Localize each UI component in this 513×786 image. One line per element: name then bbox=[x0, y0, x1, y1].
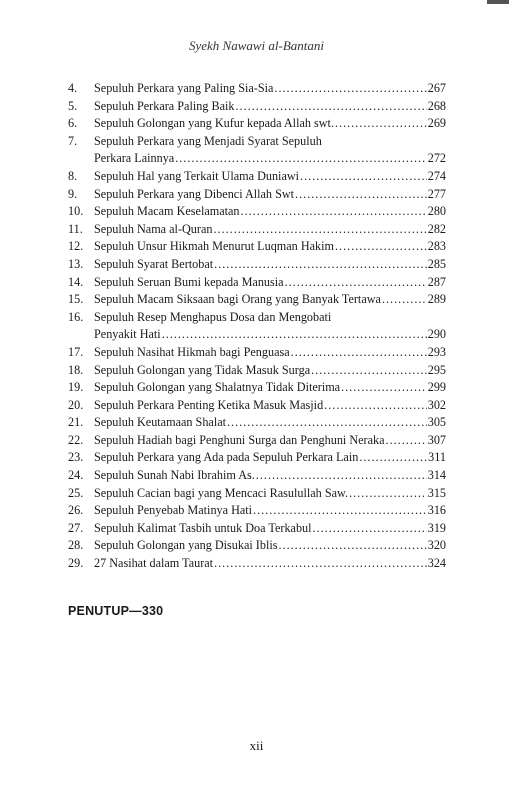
toc-entry-body bbox=[94, 467, 446, 485]
toc-entry-body bbox=[94, 203, 446, 221]
toc-entry[interactable] bbox=[68, 555, 446, 573]
toc-entry[interactable] bbox=[68, 344, 446, 362]
toc-entry-page: 285 bbox=[427, 256, 446, 271]
toc-entry-title: Sepuluh Keutamaan Shalat bbox=[94, 415, 226, 430]
toc-entry-number: 16. bbox=[68, 309, 84, 324]
corner-crop-mark bbox=[487, 0, 509, 4]
toc-entry-line bbox=[94, 150, 446, 168]
toc-entry-line bbox=[94, 555, 446, 573]
toc-entry[interactable] bbox=[68, 256, 446, 274]
toc-entry[interactable] bbox=[68, 502, 446, 520]
toc-entry-title-first-line: Sepuluh Perkara yang Menjadi Syarat Sepuluh bbox=[94, 133, 322, 148]
toc-entry-number: 8. bbox=[68, 168, 78, 183]
toc-entry[interactable] bbox=[68, 397, 446, 415]
toc-entry-body bbox=[94, 414, 446, 432]
toc-dot-leader bbox=[382, 291, 427, 309]
toc-entry-page: 293 bbox=[427, 344, 446, 359]
toc-entry-page: 277 bbox=[427, 186, 446, 201]
toc-entry-line bbox=[94, 326, 446, 344]
toc-dot-leader bbox=[341, 379, 427, 397]
toc-dot-leader bbox=[300, 168, 427, 186]
toc-entry[interactable] bbox=[68, 520, 446, 538]
toc-entry-line bbox=[94, 168, 446, 186]
toc-entry-number: 29. bbox=[68, 556, 84, 571]
toc-entry[interactable] bbox=[68, 221, 446, 239]
toc-entry-title: Sepuluh Perkara yang Dibenci Allah Swt bbox=[94, 186, 295, 201]
toc-entry[interactable] bbox=[68, 414, 446, 432]
toc-entry-page: 319 bbox=[427, 520, 446, 535]
toc-entry-title: 27 Nasihat dalam Taurat bbox=[94, 556, 214, 571]
toc-dot-leader bbox=[291, 344, 427, 362]
toc-entry-page: 302 bbox=[427, 397, 446, 412]
toc-entry-number: 27. bbox=[68, 520, 84, 535]
toc-entry-body bbox=[94, 432, 446, 450]
toc-entry-title: Sepuluh Macam Keselamatan bbox=[94, 204, 240, 219]
toc-entry-body bbox=[94, 520, 446, 538]
toc-entry-line bbox=[94, 274, 446, 292]
toc-entry-page: 289 bbox=[427, 292, 446, 307]
toc-entry-page: 267 bbox=[427, 81, 446, 95]
toc-entry-title: Sepuluh Golongan yang Shalatnya Tidak Diterima bbox=[94, 380, 341, 395]
toc-entry[interactable] bbox=[68, 379, 446, 397]
toc-entry-line bbox=[94, 502, 446, 520]
toc-dot-leader bbox=[241, 203, 427, 221]
toc-entry-line bbox=[94, 291, 446, 309]
toc-entry-number: 26. bbox=[68, 503, 84, 518]
toc-entry-body bbox=[94, 238, 446, 256]
toc-entry-page: 282 bbox=[427, 221, 446, 236]
toc-dot-leader bbox=[213, 221, 426, 239]
toc-dot-leader bbox=[227, 414, 427, 432]
toc-entry-number: 14. bbox=[68, 274, 84, 289]
toc-entry-number: 7. bbox=[68, 133, 78, 148]
toc-entry-title: Sepuluh Hadiah bagi Penghuni Surga dan Penghuni Neraka bbox=[94, 432, 385, 447]
toc-entry-line bbox=[94, 379, 446, 397]
toc-entry-body bbox=[94, 256, 446, 274]
toc-entry-page: 305 bbox=[427, 415, 446, 430]
page-number: xii bbox=[249, 738, 264, 753]
toc-entry-body bbox=[94, 274, 446, 292]
toc-entry[interactable] bbox=[68, 203, 446, 221]
toc-entry[interactable] bbox=[68, 309, 446, 344]
toc-entry-number: 4. bbox=[68, 81, 78, 95]
toc-entry-number: 13. bbox=[68, 256, 84, 271]
toc-entry-title-first-line: Sepuluh Resep Menghapus Dosa dan Mengobati bbox=[94, 309, 332, 324]
table-of-contents bbox=[68, 80, 446, 573]
toc-entry-line bbox=[94, 80, 446, 98]
toc-entry-page: 324 bbox=[427, 556, 446, 571]
toc-dot-leader bbox=[311, 362, 427, 380]
toc-dot-leader bbox=[175, 150, 427, 168]
toc-entry-number: 22. bbox=[68, 432, 84, 447]
toc-entry-body bbox=[94, 555, 446, 573]
toc-entry-number: 17. bbox=[68, 344, 84, 359]
toc-entry-title: Penyakit Hati bbox=[94, 327, 161, 342]
toc-entry-title: Sepuluh Golongan yang Kufur kepada Allah swt. bbox=[94, 116, 334, 131]
toc-dot-leader bbox=[285, 274, 427, 292]
toc-entry-number: 21. bbox=[68, 415, 84, 430]
toc-entry-number: 24. bbox=[68, 468, 84, 483]
toc-entry[interactable] bbox=[68, 115, 446, 133]
toc-entry-number: 18. bbox=[68, 362, 84, 377]
toc-dot-leader bbox=[335, 238, 427, 256]
toc-entry-line bbox=[94, 537, 446, 555]
toc-entry-title: Sepuluh Seruan Bumi kepada Manusia bbox=[94, 274, 284, 289]
toc-entry-title: Sepuluh Penyebab Matinya Hati bbox=[94, 503, 253, 518]
toc-entry-title: Sepuluh Nama al-Quran bbox=[94, 221, 213, 236]
toc-entry-body bbox=[94, 186, 446, 204]
toc-entry-body bbox=[94, 397, 446, 415]
toc-entry-line bbox=[94, 362, 446, 380]
toc-entry-number: 6. bbox=[68, 116, 78, 131]
toc-entry-title: Sepuluh Perkara Paling Baik bbox=[94, 98, 235, 113]
toc-entry-page: 268 bbox=[427, 98, 446, 113]
toc-entry-number: 15. bbox=[68, 292, 84, 307]
toc-entry-line bbox=[94, 414, 446, 432]
toc-dot-leader bbox=[162, 326, 427, 344]
toc-entry-title: Sepuluh Syarat Bertobat bbox=[94, 256, 214, 271]
toc-entry-page: 272 bbox=[427, 151, 446, 166]
toc-entry[interactable] bbox=[68, 432, 446, 450]
toc-entry-line bbox=[94, 256, 446, 274]
toc-entry-title: Sepuluh Perkara yang Ada pada Sepuluh Perkara Lain bbox=[94, 450, 359, 465]
toc-entry-number: 9. bbox=[68, 186, 78, 201]
toc-entry-line bbox=[94, 221, 446, 239]
toc-dot-leader bbox=[295, 186, 427, 204]
toc-entry-line bbox=[94, 203, 446, 221]
toc-entry-body bbox=[94, 98, 446, 116]
toc-entry-page: 299 bbox=[427, 380, 446, 395]
toc-entry-line bbox=[94, 432, 446, 450]
toc-entry[interactable] bbox=[68, 274, 446, 292]
toc-entry-body bbox=[94, 502, 446, 520]
toc-entry-body bbox=[94, 309, 446, 344]
toc-entry-page: 307 bbox=[427, 432, 446, 447]
toc-entry-title: Sepuluh Nasihat Hikmah bagi Penguasa bbox=[94, 344, 290, 359]
toc-entry-line bbox=[94, 397, 446, 415]
toc-entry-body bbox=[94, 449, 446, 467]
toc-entry-page: 314 bbox=[427, 468, 446, 483]
toc-dot-leader bbox=[256, 467, 427, 485]
toc-entry-number: 12. bbox=[68, 239, 84, 254]
toc-dot-leader bbox=[335, 115, 427, 133]
toc-entry-page: 311 bbox=[428, 450, 446, 465]
toc-entry-title: Sepuluh Cacian bagi yang Mencaci Rasulullah Saw. bbox=[94, 485, 349, 500]
toc-entry[interactable] bbox=[68, 467, 446, 485]
toc-entry-number: 20. bbox=[68, 397, 84, 412]
toc-entry-page: 316 bbox=[427, 503, 446, 518]
toc-entry-page: 283 bbox=[427, 239, 446, 254]
toc-entry-title: Sepuluh Golongan yang Disukai Iblis bbox=[94, 538, 278, 553]
toc-entry-body bbox=[94, 115, 446, 133]
toc-entry-page: 295 bbox=[427, 362, 446, 377]
toc-entry[interactable] bbox=[68, 98, 446, 116]
toc-entry-title: Perkara Lainnya bbox=[94, 151, 175, 166]
toc-entry[interactable] bbox=[68, 186, 446, 204]
toc-entry-body bbox=[94, 221, 446, 239]
toc-entry[interactable] bbox=[68, 133, 446, 168]
toc-entry-line bbox=[94, 344, 446, 362]
toc-entry-body bbox=[94, 379, 446, 397]
toc-entry-title: Sepuluh Golongan yang Tidak Masuk Surga bbox=[94, 362, 311, 377]
toc-dot-leader bbox=[349, 485, 427, 503]
toc-entry-page: 290 bbox=[427, 327, 446, 342]
toc-entry-line bbox=[94, 115, 446, 133]
toc-entry-number: 25. bbox=[68, 485, 84, 500]
toc-entry-line bbox=[94, 98, 446, 116]
toc-entry-number: 28. bbox=[68, 538, 84, 553]
toc-dot-leader bbox=[324, 397, 427, 415]
toc-entry-number: 10. bbox=[68, 204, 84, 219]
toc-entry-line bbox=[94, 485, 446, 503]
running-header: Syekh Nawawi al-Bantani bbox=[188, 38, 325, 53]
toc-entry[interactable] bbox=[68, 485, 446, 503]
toc-entry-body bbox=[94, 80, 446, 98]
toc-dot-leader bbox=[214, 555, 427, 573]
toc-dot-leader bbox=[253, 502, 427, 520]
toc-entry-body bbox=[94, 485, 446, 503]
toc-entry-page: 315 bbox=[427, 485, 446, 500]
toc-entry-line bbox=[94, 238, 446, 256]
toc-entry-title: Sepuluh Kalimat Tasbih untuk Doa Terkabul bbox=[94, 520, 312, 535]
toc-entry-body bbox=[94, 133, 446, 168]
toc-entry-page: 287 bbox=[427, 274, 446, 289]
toc-entry-line bbox=[94, 520, 446, 538]
toc-entry-line bbox=[94, 449, 446, 467]
toc-entry-page: 274 bbox=[427, 168, 446, 183]
toc-entry-page: 269 bbox=[427, 116, 446, 131]
toc-entry[interactable] bbox=[68, 449, 446, 467]
toc-entry-title: Sepuluh Unsur Hikmah Menurut Luqman Hakim bbox=[94, 239, 334, 254]
closing-section-heading[interactable]: PENUTUP—330 bbox=[68, 604, 164, 618]
toc-entry-body bbox=[94, 537, 446, 555]
toc-dot-leader bbox=[274, 80, 426, 98]
toc-dot-leader bbox=[214, 256, 427, 274]
toc-entry[interactable] bbox=[68, 80, 446, 98]
toc-entry-title: Sepuluh Macam Siksaan bagi Orang yang Banyak Tertawa bbox=[94, 292, 381, 307]
toc-dot-leader bbox=[313, 520, 427, 538]
toc-dot-leader bbox=[359, 449, 427, 467]
toc-dot-leader bbox=[386, 432, 427, 450]
toc-entry[interactable] bbox=[68, 291, 446, 309]
toc-entry-page: 280 bbox=[427, 204, 446, 219]
toc-entry-body bbox=[94, 362, 446, 380]
toc-entry[interactable] bbox=[68, 238, 446, 256]
toc-dot-leader bbox=[235, 98, 426, 116]
toc-entry-page: 320 bbox=[427, 538, 446, 553]
toc-entry[interactable] bbox=[68, 362, 446, 380]
toc-entry-body bbox=[94, 291, 446, 309]
toc-entry-body bbox=[94, 344, 446, 362]
toc-entry-title: Sepuluh Perkara Penting Ketika Masuk Masjid bbox=[94, 397, 324, 412]
toc-entry-number: 5. bbox=[68, 98, 78, 113]
toc-dot-leader bbox=[278, 537, 426, 555]
toc-entry-line bbox=[94, 186, 446, 204]
toc-entry-number: 11. bbox=[68, 221, 83, 236]
toc-entry-title: Sepuluh Hal yang Terkait Ulama Duniawi bbox=[94, 168, 300, 183]
toc-entry[interactable] bbox=[68, 537, 446, 555]
toc-entry[interactable] bbox=[68, 168, 446, 186]
toc-entry-body bbox=[94, 168, 446, 186]
toc-entry-number: 23. bbox=[68, 450, 84, 465]
toc-entry-number: 19. bbox=[68, 380, 84, 395]
toc-entry-title: Sepuluh Perkara yang Paling Sia-Sia bbox=[94, 81, 274, 95]
toc-entry-title: Sepuluh Sunah Nabi Ibrahim As. bbox=[94, 468, 255, 483]
toc-entry-line bbox=[94, 467, 446, 485]
